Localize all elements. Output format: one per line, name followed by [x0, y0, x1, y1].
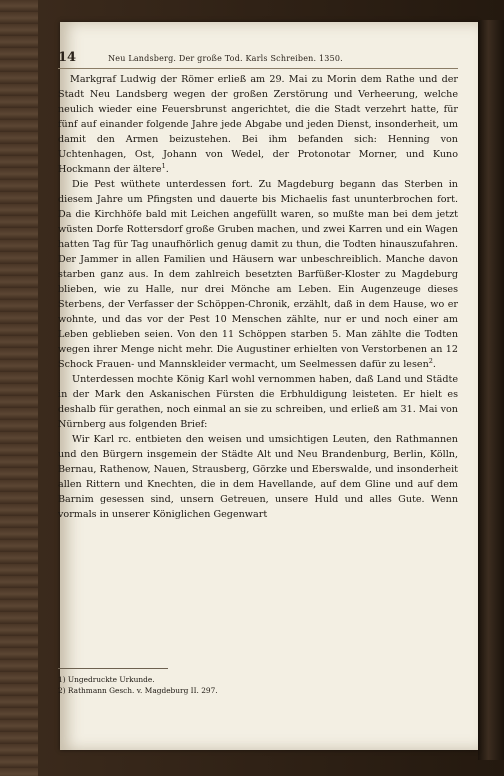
- header-rule: [58, 68, 458, 69]
- paragraph-2-end: .: [432, 359, 436, 370]
- paragraph-1-text: Markgraf Ludwig der Römer erließ am 29. Mai zu Morin dem Rathe und der Stadt Neu Landsberg wegen der großen Zerstörung und Verheerung, welche neulich wieder eine Feuersbrunst angerichtet, die die Stadt verzehrt hatte, für fünf auf einander folgende Jahre jede Abgabe und jeden Dienst, insonderheit, um damit den Armen beizustehen. Bei ihm befanden sich: Henning von Uchtenhagen, Ost, Johann von Wedel, der Protonotar Morner, und Kuno Hockmann der ältere: [58, 74, 458, 175]
- paragraph-1-end: .: [165, 164, 169, 175]
- footnote-1: 1) Ungedruckte Urkunde.: [58, 675, 155, 684]
- footnote-ref-1: 1: [161, 161, 166, 170]
- footnote-2: 2) Rathmann Gesch. v. Magdeburg II. 297.: [58, 686, 218, 695]
- footnotes: [58, 674, 458, 696]
- footnote-ref-2: 2: [428, 356, 433, 365]
- paragraph-2: [58, 177, 458, 372]
- paragraph-3: Unterdessen mochte König Karl wohl vernommen haben, daß Land und Städte in der Mark den Askanischen Fürsten die Erbhuldigung leisteten. Er hielt es deshalb für gerathen, noch einmal an sie zu schreiben, und erließ am 31. Mai von Nürnberg aus folgenden Brief:: [58, 374, 458, 430]
- right-page-edge: [478, 20, 504, 760]
- page-number: 14: [58, 50, 77, 65]
- paragraph-1: [58, 72, 458, 177]
- footnote-rule: [58, 668, 168, 669]
- paragraph-4: Wir Karl rc. entbieten den weisen und umsichtigen Leuten, den Rathmannen und den Bürgern insgemein der Städte Alt und Neu Brandenburg, Berlin, Kölln, Bernau, Rathenow, Nauen, Strausberg, Görzke und Eberswalde, und insonderheit allen Rittern und Knechten, die in dem Havellande, auf dem Gline und auf dem Barnim gesessen sind, unsern Getreuen, unsere Huld und alles Gute. Wenn vormals in unserer Königlichen Gegenwart: [58, 434, 458, 520]
- paragraph-2-text: Die Pest wüthete unterdessen fort. Zu Magdeburg begann das Sterben in diesem Jahre um Pfingsten und dauerte bis Michaelis fast ununterbrochen fort. Da die Kirchhöfe bald mit Leichen angefüllt waren, so mußte man bei dem jetzt wüsten Dorfe Rottersdorf große Gruben machen, und zwei Karren und ein Wagen hatten Tag für Tag unaufhörlich genug damit zu thun, die Todten hinauszufahren. Der Jammer in allen Familien und Häusern war unbeschreiblich. Manche davon starben ganz aus. In dem zahlreich besetzten Barfüßer-Kloster zu Magdeburg blieben, wie zu Halle, nur drei Mönche am Leben. Ein Augenzeuge dieses Sterbens, der Verfasser der Schöppen-Chronik, erzählt, daß in dem Hause, wo er wohnte, und das vor der Pest 10 Menschen zählte, nur er und noch einer am Leben geblieben seien. Von den 11 Schöppen starben 5. Man zählte die Todten wegen ihrer Menge nicht mehr. Die Augustiner erhielten von Verstorbenen an 12 Schock Frauen- und Mannskleider vermacht, um Seelmessen dafür zu lesen: [58, 179, 458, 370]
- body-text: [58, 72, 458, 522]
- book-spine: [0, 0, 38, 776]
- page-header: [58, 50, 458, 65]
- running-title: Neu Landsberg. Der große Tod. Karls Schreiben. 1350.: [108, 54, 343, 63]
